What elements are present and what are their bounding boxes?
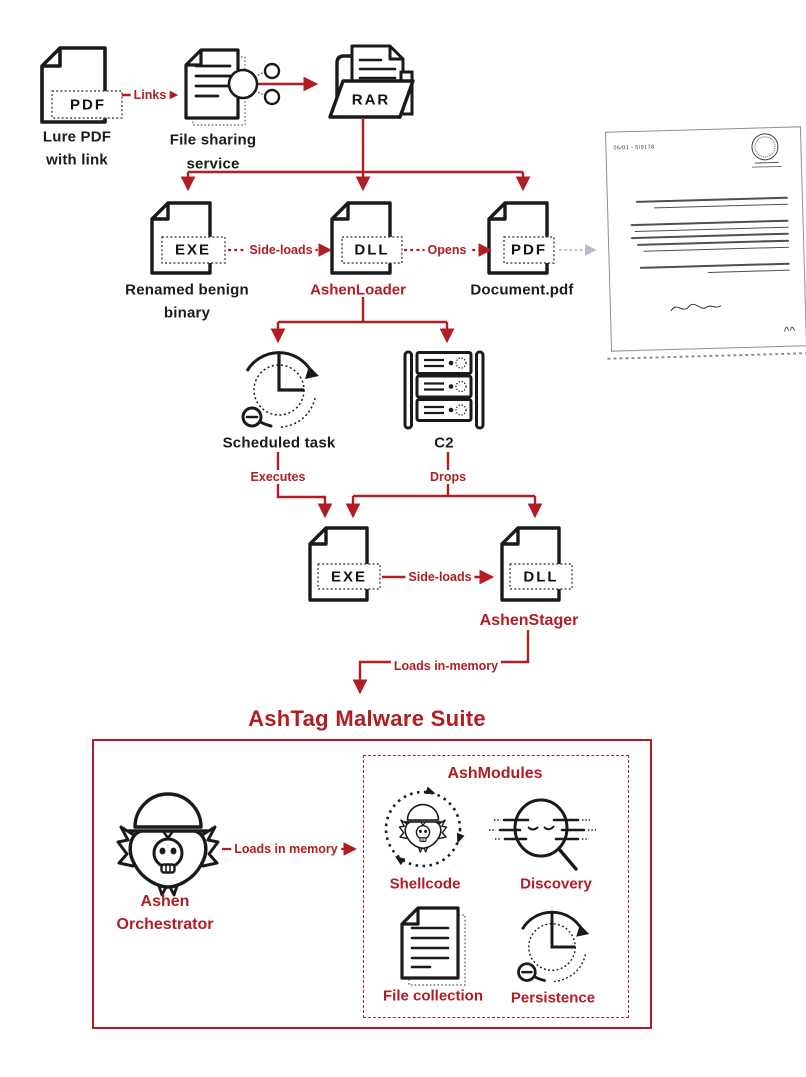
file-collection-module-icon [402, 908, 465, 985]
executes-edge-label: Executes [248, 470, 309, 484]
exe-badge-2: EXE [330, 568, 368, 586]
ashenloader-caption: AshenLoader [310, 281, 406, 299]
module-label-persistence: Persistence [510, 989, 596, 1007]
ashmodules-title: AshModules [447, 765, 543, 782]
loads-in-memory-edge-label-2: Loads in memory [231, 842, 341, 856]
ashenloader-dll-icon [332, 203, 402, 273]
exe-badge-1: EXE [174, 241, 212, 259]
connector-drops [353, 452, 535, 516]
module-label-file-collection: File collection [382, 987, 484, 1005]
persistence-module-icon [519, 912, 590, 981]
opens-edge-label: Opens [425, 243, 470, 257]
lure-pdf-badge: PDF [70, 96, 106, 114]
pdf-badge-2: PDF [511, 241, 547, 259]
ashen-orchestrator-icon [118, 794, 218, 895]
orchestrator-caption-line2: Orchestrator [116, 916, 214, 933]
suite-title: AshTag Malware Suite [248, 706, 486, 731]
shellcode-module-icon [386, 787, 464, 866]
c2-server-icon [405, 352, 483, 428]
sideloads-edge-label-2: Side-loads [405, 570, 474, 584]
exe-caption-line1: Renamed benign [125, 281, 249, 299]
c2-caption: C2 [434, 434, 454, 452]
dll-badge-2: DLL [523, 568, 559, 586]
dll-badge-1: DLL [354, 241, 390, 259]
lure-caption-line2: with link [46, 151, 108, 169]
ashenstager-caption: AshenStager [479, 612, 579, 629]
sideloads-edge-label-1: Side-loads [246, 243, 315, 257]
scheduled-task-icon [243, 353, 319, 427]
file-sharing-icon [186, 50, 279, 125]
sharing-caption-line1: File sharing [169, 131, 257, 149]
letter-reference-mark: 05/01 - 5/9178 [613, 144, 655, 152]
loads-inmemory-edge-label: Loads in-memory [391, 659, 501, 673]
decoy-pdf-icon [489, 203, 554, 273]
module-label-shellcode: Shellcode [389, 875, 461, 893]
connector-rar-branch [188, 119, 523, 189]
drops-edge-label: Drops [427, 470, 469, 484]
connector-executes [278, 452, 325, 516]
exe-caption-line2: binary [163, 304, 211, 322]
connector-loader-branch [278, 297, 447, 341]
links-edge-label: Links [131, 88, 170, 102]
dropped-exe-icon [310, 528, 380, 600]
ashenstager-dll-icon [502, 528, 572, 600]
renamed-exe-icon [152, 203, 225, 273]
documentpdf-caption: Document.pdf [470, 281, 574, 299]
lure-caption-line1: Lure PDF [42, 128, 112, 146]
rar-label: RAR [351, 91, 391, 109]
discovery-module-icon [489, 800, 596, 869]
sharing-caption-line2: service [186, 155, 240, 173]
module-label-discovery: Discovery [520, 875, 592, 893]
scheduled-task-caption: Scheduled task [222, 434, 336, 452]
orchestrator-caption-line1: Ashen [140, 893, 190, 910]
